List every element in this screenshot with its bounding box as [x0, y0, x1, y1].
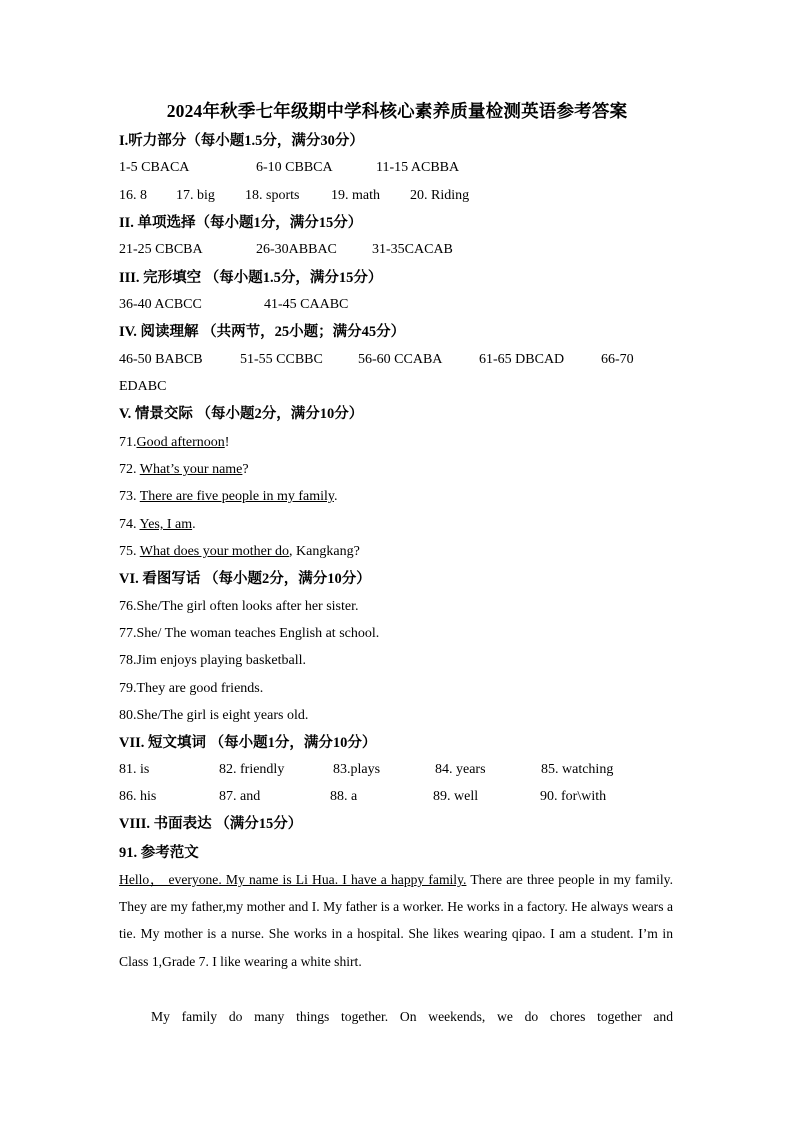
- s7-answer: 87. and: [219, 789, 261, 804]
- s7-answer: 81. is: [119, 762, 150, 777]
- s4-answer: 61-65 DBCAD: [479, 352, 565, 367]
- s7-answer: 86. his: [119, 789, 157, 804]
- s6-item: 76.She/The girl often looks after her sister.: [119, 599, 359, 614]
- section-6-header: VI. 看图写话 （每小题2分，满分10分）: [119, 571, 371, 587]
- s5-item: 73. There are five people in my family.: [119, 489, 338, 504]
- s5-item: 72. What’s your name?: [119, 462, 249, 477]
- s7-answer: 90. for\with: [540, 789, 607, 804]
- s6-item: 78.Jim enjoys playing basketball.: [119, 653, 307, 668]
- essay-paragraph-2: My family do many things together. On weekends, we do chores together and: [151, 1009, 673, 1024]
- s1-answer: 11-15 ACBBA: [376, 160, 460, 175]
- section-1-header: I.听力部分（每小题1.5分，满分30分）: [119, 133, 364, 149]
- s3-answer: 41-45 CAABC: [264, 297, 349, 312]
- sample-essay-label: 91. 参考范文: [119, 845, 199, 861]
- s6-item: 79.They are good friends.: [119, 681, 264, 696]
- page-title: 2024年秋季七年级期中学科核心素养质量检测英语参考答案: [166, 101, 628, 121]
- essay-paragraph-1: Hello， everyone. My name is Li Hua. I have a happy family. There are three people in my family. They are my father,my mother and I. My father is a worker. He works in a factory. He always wears a tie. My mother is a nurse. She works in a hospital. She likes wearing qipao. I am a student. I’m in Class 1,Grade 7. I like wearing a white shirt.: [119, 872, 673, 969]
- s6-item: 80.She/The girl is eight years old.: [119, 708, 309, 723]
- s7-answer: 84. years: [435, 762, 486, 777]
- s4-answer: 46-50 BABCB: [119, 352, 203, 367]
- s7-answer: 88. a: [330, 789, 358, 804]
- s2-answer: 26-30ABBAC: [256, 242, 337, 257]
- s1-answer: 18. sports: [245, 188, 300, 203]
- s1-answer: 16. 8: [119, 188, 147, 203]
- s1-answer: 20. Riding: [410, 188, 470, 203]
- s5-item: 74. Yes, I am.: [119, 517, 196, 532]
- s4-answer: 51-55 CCBBC: [240, 352, 323, 367]
- section-4-header: IV. 阅读理解 （共两节，25小题；满分45分）: [119, 324, 406, 340]
- s6-item: 77.She/ The woman teaches English at school.: [119, 626, 380, 641]
- s3-answer: 36-40 ACBCC: [119, 297, 202, 312]
- section-3-header: III. 完形填空 （每小题1.5分，满分15分）: [119, 270, 383, 286]
- s7-answer: 83.plays: [333, 762, 381, 777]
- section-8-header: VIII. 书面表达 （满分15分）: [119, 816, 303, 832]
- s4-answer: 56-60 CCABA: [358, 352, 443, 367]
- s1-answer: 19. math: [331, 188, 380, 203]
- s5-item: 75. What does your mother do, Kangkang?: [119, 544, 360, 559]
- s7-answer: 89. well: [433, 789, 479, 804]
- s4-answer: EDABC: [119, 379, 167, 394]
- s1-answer: 6-10 CBBCA: [256, 160, 333, 175]
- s1-answer: 1-5 CBACA: [119, 160, 190, 175]
- s1-answer: 17. big: [176, 188, 215, 203]
- s2-answer: 21-25 CBCBA: [119, 242, 203, 257]
- section-5-header: V. 情景交际 （每小题2分，满分10分）: [119, 406, 364, 422]
- section-7-header: VII. 短文填词 （每小题1分，满分10分）: [119, 735, 377, 751]
- s7-answer: 82. friendly: [219, 762, 285, 777]
- section-2-header: II. 单项选择（每小题1分，满分15分）: [119, 215, 363, 231]
- s2-answer: 31-35CACAB: [372, 242, 453, 257]
- s7-answer: 85. watching: [541, 762, 614, 777]
- s5-item: 71.Good afternoon!: [119, 435, 230, 450]
- s4-answer: 66-70: [601, 352, 634, 367]
